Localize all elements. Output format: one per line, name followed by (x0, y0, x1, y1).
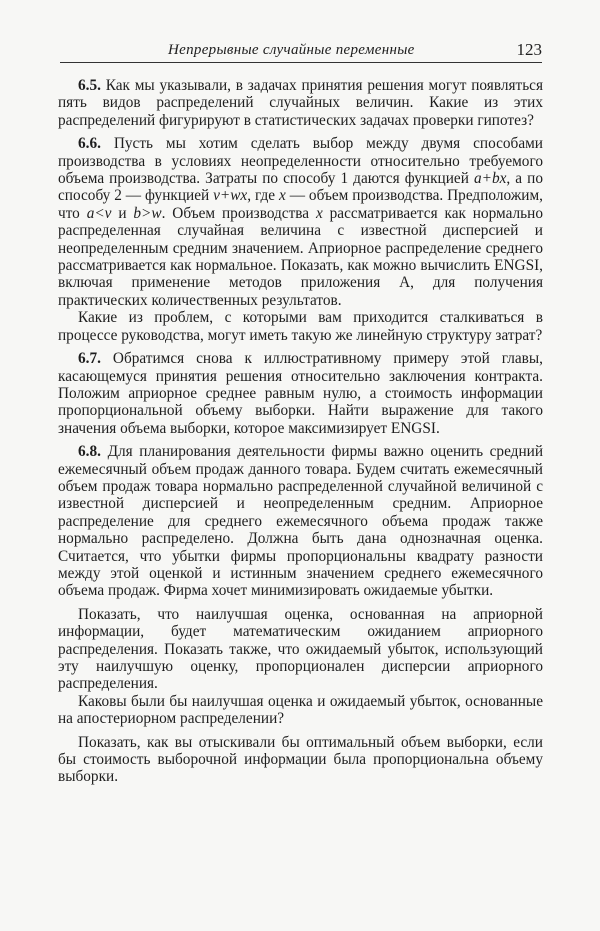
exercise-6-6 (58, 135, 543, 309)
exercise-6-8-paragraph-4: Показать, как вы отыскивали бы оптимальный объем выборки, если бы стоимость выборочной информации была пропорциональна объему выборки. (58, 733, 543, 786)
exercise-text: Для планирования деятельности фирмы важно оценить средний ежемесячный объем продаж данного товара. Будем считать ежемесячный объем продаж товара нормально распределенной случайной величиной с известной дисперсией и неопределенным средним. Априорное распределение для среднего ежемесячного объема продаж также нормально распределено. Должна быть дана однозначная оценка. Считается, что убытки фирмы пропорциональны квадрату разности между этой оценкой и истинным значением среднего ежемесячного объема продаж. Фирма хочет минимизировать ожидаемые убытки. (58, 443, 544, 600)
exercise-number: 6.5. (78, 77, 101, 94)
exercise-text: . Объем производства (161, 204, 316, 222)
exercise-6-8-paragraph-3: Каковы были бы наилучшая оценка и ожидаемый убыток, основанные на апостериорном распределении? (58, 692, 543, 728)
exercise-6-8-paragraph-2: Показать, что наилучшая оценка, основанная на априорной информации, будет математическим ожиданием априорного распределения. Показать также, что ожидаемый убыток, использующий эту наилучшую оценку, пропорционален дисперсии априорного распределения. (58, 605, 543, 693)
inequality-a-v: a<v (86, 204, 112, 222)
variable-x: x (278, 187, 286, 205)
running-title: Непрерывные случайные переменные (168, 42, 415, 58)
exercise-6-5 (58, 77, 543, 129)
page-number: 123 (516, 40, 542, 59)
formula-cost-1: a+bx (473, 170, 507, 188)
exercise-text: Как мы указывали, в задачах принятия решения могут появляться пять видов распределений случайных величин. Какие из этих распределений фигурируют в статистических задачах проверки гипотез? (58, 77, 544, 129)
exercise-text: , где (247, 187, 279, 205)
exercise-text: рассматривается как нормально распределенная случайная величина с известной дисперсией и неопределенным средним значением. Априорное распределение среднего рассматривается как нормальное. Показать, как можно вычислить ENGSI, включая применение методов приложения A, для получения практических количественных результатов. (58, 204, 543, 309)
exercise-text: Обратимся снова к иллюстративному примеру этой главы, касающемуся принятия решения относительно заключения контракта. Положим априорное среднее равным нулю, а стоимость информации пропорциональной объему выборки. Найти выражение для такого значения объема выборки, которое максимизирует ENGSI. (58, 350, 543, 437)
page-header (60, 40, 542, 63)
exercise-text: Пусть мы хотим сделать выбор между двумя способами производства в условиях неопределенности относительно требуемого объема производства. Затраты по способу 1 даются функцией (58, 135, 543, 188)
variable-x: x (315, 204, 323, 222)
exercise-text: — объем производства. Предположим, что (58, 187, 543, 222)
exercise-6-6-followup: Какие из проблем, с которыми вам приходится сталкиваться в процессе руководства, могут иметь такую же линейную структуру затрат? (58, 309, 543, 344)
inequality-b-w: b>w (133, 204, 162, 222)
exercise-text: , а по способу 2 — функцией (58, 170, 543, 205)
exercise-number: 6.7. (78, 350, 101, 368)
formula-cost-2: v+wx (213, 187, 248, 205)
exercise-number: 6.8. (78, 443, 101, 461)
exercise-text: и (111, 204, 134, 222)
page-body (58, 77, 543, 786)
exercise-6-7 (58, 350, 543, 437)
exercise-6-8 (58, 443, 543, 600)
exercise-number: 6.6. (78, 135, 101, 153)
